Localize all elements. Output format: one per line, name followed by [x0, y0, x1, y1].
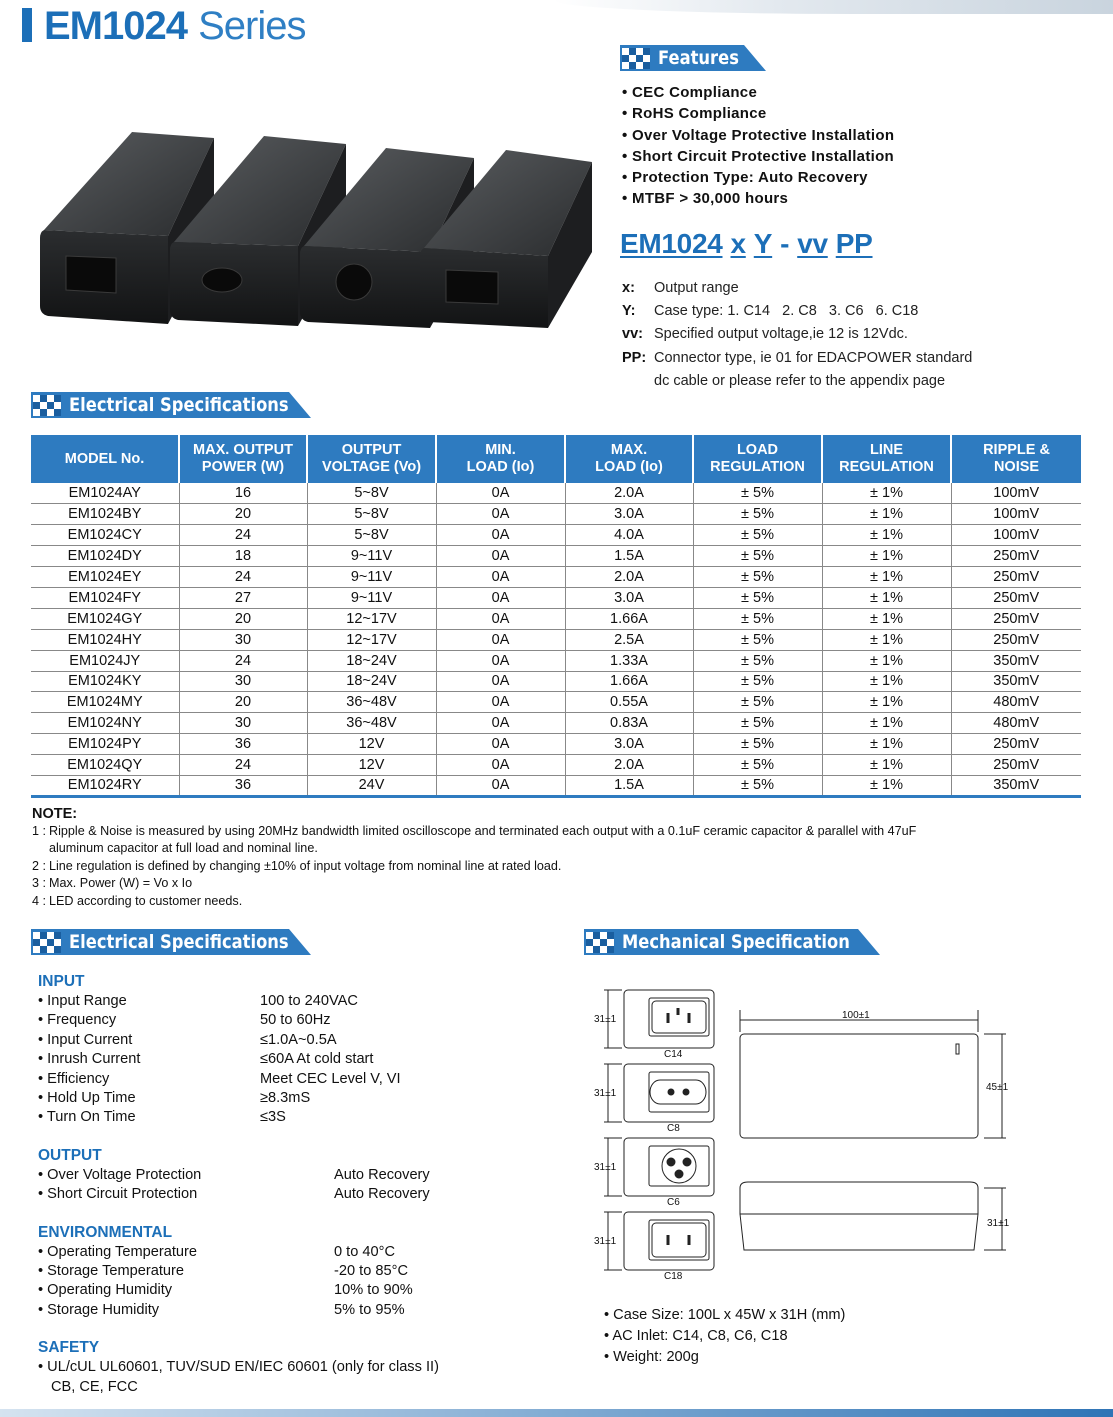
table-cell: EM1024PY [31, 734, 179, 755]
table-cell: EM1024HY [31, 629, 179, 650]
feature-item: • RoHS Compliance [622, 103, 894, 124]
table-cell: ± 1% [822, 525, 951, 546]
inlet-c18-drawing [594, 1212, 714, 1282]
table-cell: 1.5A [565, 775, 693, 796]
table-cell: ± 5% [693, 525, 822, 546]
table-cell: 2.0A [565, 483, 693, 504]
feature-item: • CEC Compliance [622, 82, 894, 103]
safety-heading: SAFETY [38, 1339, 100, 1357]
mechanical-header: Mechanical Specification [584, 929, 880, 955]
svg-text:45±1: 45±1 [986, 1082, 1009, 1093]
table-cell: 12V [307, 734, 436, 755]
table-row [31, 775, 1081, 796]
table-cell: ± 1% [822, 504, 951, 525]
svg-text:C18: C18 [664, 1271, 683, 1282]
table-cell: EM1024CY [31, 525, 179, 546]
table-cell: EM1024FY [31, 587, 179, 608]
table-cell: 0A [436, 734, 565, 755]
svg-text:C6: C6 [667, 1197, 680, 1208]
table-cell: 1.66A [565, 671, 693, 692]
table-cell: 36~48V [307, 713, 436, 734]
table-cell: 30 [179, 671, 307, 692]
table-cell: 100mV [951, 504, 1081, 525]
checker-icon [33, 932, 61, 954]
table-cell: 0.83A [565, 713, 693, 734]
table-cell: 36 [179, 775, 307, 796]
output-heading: OUTPUT [38, 1146, 102, 1164]
table-cell: ± 5% [693, 587, 822, 608]
feature-item: • Over Voltage Protective Installation [622, 125, 894, 146]
table-row [31, 692, 1081, 713]
table-row [31, 483, 1081, 504]
spec-key: • Turn On Time [38, 1108, 260, 1127]
electrical-table-header: Electrical Specifications [31, 392, 311, 418]
table-cell: 1.66A [565, 608, 693, 629]
table-cell: EM1024NY [31, 713, 179, 734]
table-cell: 36 [179, 734, 307, 755]
feature-item: • Protection Type: Auto Recovery [622, 167, 894, 188]
page-title: EM1024 Series [44, 4, 306, 48]
table-cell: ± 5% [693, 629, 822, 650]
features-list [622, 82, 894, 210]
table-cell: EM1024GY [31, 608, 179, 629]
table-cell: 18~24V [307, 671, 436, 692]
table-cell: 250mV [951, 755, 1081, 776]
spec-key: • Efficiency [38, 1070, 260, 1089]
table-cell: 0A [436, 587, 565, 608]
table-cell: ± 5% [693, 567, 822, 588]
table-header-cell: LOAD REGULATION [693, 435, 822, 483]
spec-key: • Operating Temperature [38, 1243, 334, 1262]
spec-row [38, 1281, 558, 1300]
table-cell: 12V [307, 755, 436, 776]
table-cell: 9~11V [307, 546, 436, 567]
table-cell: ± 1% [822, 608, 951, 629]
table-cell: 24 [179, 650, 307, 671]
table-cell: 0A [436, 546, 565, 567]
spec-key: • Inrush Current [38, 1050, 260, 1069]
table-cell: 16 [179, 483, 307, 504]
spec-key: • Input Range [38, 992, 260, 1011]
notes: NOTE: 1 : Ripple & Noise is measured by using 20MHz bandwidth limited oscilloscope and terminated each output with a 0.1uF ceramic capacitor & parallel with 47uF aluminum capacitor at full load and nominal line. 2 : Line regulation is defined by changing ±10% of input voltage from nominal line at rated load. 3 : Max. Power (W) = Vo x Io 4 : LED according to customer needs. [32, 806, 917, 908]
spec-key: • Input Current [38, 1031, 260, 1050]
spec-key: • Storage Humidity [38, 1301, 334, 1320]
spec-row [38, 1301, 558, 1320]
table-cell: ± 1% [822, 755, 951, 776]
top-decoration [553, 0, 1113, 14]
mechanical-item: • AC Inlet: C14, C8, C6, C18 [604, 1326, 845, 1347]
table-cell: ± 5% [693, 755, 822, 776]
table-cell: 0A [436, 567, 565, 588]
table-cell: 2.0A [565, 567, 693, 588]
table-row [31, 713, 1081, 734]
table-cell: 18~24V [307, 650, 436, 671]
spec-value: 50 to 60Hz [260, 1012, 331, 1029]
table-cell: 3.0A [565, 504, 693, 525]
spec-value: Meet CEC Level V, VI [260, 1070, 401, 1087]
table-cell: 350mV [951, 650, 1081, 671]
table-cell: 24 [179, 755, 307, 776]
svg-text:31±1: 31±1 [594, 1162, 617, 1173]
svg-text:31±1: 31±1 [987, 1218, 1010, 1229]
table-cell: 1.33A [565, 650, 693, 671]
table-cell: 5~8V [307, 525, 436, 546]
title-accent-bar [22, 8, 32, 42]
table-cell: 0A [436, 608, 565, 629]
spec-row [38, 1050, 558, 1069]
spec-value: Auto Recovery [334, 1186, 430, 1203]
electrical-spec-list: INPUT • Input Range 100 to 240VAC • Frequency 50 to 60Hz • Input Current ≤1.0A~0.5A • Inrush Current ≤60A At cold start • Efficiency Meet CEC Level V, VI • Hold Up Time ≥8.3mS • Turn On Time ≤3S OUTPUT • Over Voltage Protection Auto Recovery • Short Circuit Protection Auto Recovery ENVIRONMENTAL • Operating Temperature 0 to 40°C • Storage Temperature -20 to 85°C • Operating Humidity 10% to 90% • Storage Humidity 5% to 95% SAFETY • UL/cUL UL60601, TUV/SUD EN/IEC 60601 (only for class II) CB, CE, FCC [38, 972, 558, 1397]
table-cell: 12~17V [307, 608, 436, 629]
table-cell: 4.0A [565, 525, 693, 546]
spec-row [38, 1262, 558, 1281]
table-cell: 30 [179, 713, 307, 734]
spec-row [38, 1089, 558, 1108]
mechanical-spec-list [604, 1305, 845, 1368]
features-header: Features [620, 45, 766, 71]
spec-key: • Operating Humidity [38, 1281, 334, 1300]
spec-value: ≤3S [260, 1109, 286, 1126]
bottom-decoration [0, 1409, 1113, 1417]
table-cell: 20 [179, 608, 307, 629]
table-cell: EM1024BY [31, 504, 179, 525]
table-header-cell: MAX. OUTPUT POWER (W) [179, 435, 307, 483]
spec-row [38, 1243, 558, 1262]
model-code-legend: x: Output range Y: Case type: 1. C14 2. C8 3. C6 6. C18 vv: Specified output voltage,ie 12 is 12Vdc. PP: Connector type, ie 01 for EDACPOWER standard dc cable or please refer to the appendix page [622, 280, 973, 389]
table-cell: 5~8V [307, 504, 436, 525]
table-cell: ± 1% [822, 692, 951, 713]
mechanical-drawing [594, 982, 1034, 1282]
table-cell: ± 5% [693, 671, 822, 692]
checker-icon [622, 48, 650, 70]
table-cell: 24 [179, 567, 307, 588]
table-cell: 24 [179, 525, 307, 546]
table-cell: 1.5A [565, 546, 693, 567]
table-cell: 30 [179, 629, 307, 650]
model-code: EM1024 x Y - vv PP [620, 228, 873, 259]
table-cell: 9~11V [307, 567, 436, 588]
side-view-drawing [740, 1182, 1010, 1250]
table-cell: ± 1% [822, 587, 951, 608]
spec-row [38, 1108, 558, 1127]
table-cell: 250mV [951, 567, 1081, 588]
mechanical-item: • Weight: 200g [604, 1347, 845, 1368]
table-row [31, 671, 1081, 692]
table-cell: 0A [436, 650, 565, 671]
svg-text:31±1: 31±1 [594, 1014, 617, 1025]
table-cell: EM1024EY [31, 567, 179, 588]
table-cell: 27 [179, 587, 307, 608]
table-row [31, 587, 1081, 608]
table-cell: ± 5% [693, 504, 822, 525]
spec-row [38, 1011, 558, 1030]
mechanical-item: • Case Size: 100L x 45W x 31H (mm) [604, 1305, 845, 1326]
table-row [31, 629, 1081, 650]
table-cell: 0A [436, 755, 565, 776]
table-cell: 0A [436, 525, 565, 546]
table-cell: 100mV [951, 525, 1081, 546]
table-header-cell: LINE REGULATION [822, 435, 951, 483]
table-cell: 12~17V [307, 629, 436, 650]
table-cell: ± 1% [822, 713, 951, 734]
table-header-cell: MAX. LOAD (Io) [565, 435, 693, 483]
checker-icon [586, 932, 614, 954]
svg-text:31±1: 31±1 [594, 1236, 617, 1247]
table-cell: 18 [179, 546, 307, 567]
table-cell: ± 1% [822, 650, 951, 671]
table-cell: ± 5% [693, 546, 822, 567]
table-cell: EM1024AY [31, 483, 179, 504]
table-header-cell: MODEL No. [31, 435, 179, 483]
table-row [31, 567, 1081, 588]
table-cell: 2.5A [565, 629, 693, 650]
table-row [31, 755, 1081, 776]
table-header-cell: OUTPUT VOLTAGE (Vo) [307, 435, 436, 483]
table-cell: ± 5% [693, 692, 822, 713]
table-cell: 250mV [951, 629, 1081, 650]
table-cell: ± 5% [693, 713, 822, 734]
table-cell: EM1024RY [31, 775, 179, 796]
table-cell: 20 [179, 692, 307, 713]
table-cell: ± 1% [822, 567, 951, 588]
table-cell: 100mV [951, 483, 1081, 504]
table-cell: 2.0A [565, 755, 693, 776]
spec-value: 10% to 90% [334, 1282, 413, 1299]
spec-row [38, 992, 558, 1011]
spec-value: ≤60A At cold start [260, 1051, 374, 1068]
table-cell: 0A [436, 713, 565, 734]
inlet-c8-drawing [594, 1064, 714, 1134]
svg-text:100±1: 100±1 [842, 1010, 870, 1021]
table-row [31, 734, 1081, 755]
svg-text:C14: C14 [664, 1049, 683, 1060]
spec-value: 100 to 240VAC [260, 993, 358, 1009]
spec-key: • Storage Temperature [38, 1262, 334, 1281]
table-cell: 3.0A [565, 734, 693, 755]
spec-value: ≤1.0A~0.5A [260, 1031, 337, 1048]
table-cell: 0A [436, 483, 565, 504]
table-cell: 20 [179, 504, 307, 525]
table-cell: ± 1% [822, 629, 951, 650]
table-cell: 350mV [951, 671, 1081, 692]
spec-key: • Frequency [38, 1011, 260, 1030]
table-cell: 36~48V [307, 692, 436, 713]
table-cell: 0.55A [565, 692, 693, 713]
spec-value: ≥8.3mS [260, 1090, 311, 1107]
feature-item: • MTBF > 30,000 hours [622, 188, 894, 209]
input-heading: INPUT [38, 973, 85, 990]
spec-key: • Hold Up Time [38, 1089, 260, 1108]
table-cell: ± 1% [822, 671, 951, 692]
table-cell: 250mV [951, 587, 1081, 608]
spec-key: • Over Voltage Protection [38, 1166, 334, 1185]
spec-value: 0 to 40°C [334, 1243, 396, 1260]
table-cell: ± 5% [693, 775, 822, 796]
table-header-cell: RIPPLE & NOISE [951, 435, 1081, 483]
table-cell: 350mV [951, 775, 1081, 796]
environmental-heading: ENVIRONMENTAL [38, 1223, 173, 1241]
spec-row [38, 1166, 558, 1185]
table-cell: ± 1% [822, 775, 951, 796]
checker-icon [33, 395, 61, 417]
table-cell: 9~11V [307, 587, 436, 608]
spec-key: • Short Circuit Protection [38, 1185, 334, 1204]
table-cell: 0A [436, 629, 565, 650]
spec-value: 5% to 95% [334, 1301, 405, 1318]
table-cell: 24V [307, 775, 436, 796]
inlet-c6-drawing [594, 1138, 714, 1208]
feature-item: • Short Circuit Protective Installation [622, 146, 894, 167]
table-row [31, 650, 1081, 671]
table-cell: EM1024DY [31, 546, 179, 567]
spec-row [38, 1031, 558, 1050]
table-row [31, 504, 1081, 525]
table-cell: 0A [436, 504, 565, 525]
table-header-cell: MIN. LOAD (Io) [436, 435, 565, 483]
electrical-spec-table [31, 435, 1081, 798]
table-cell: 0A [436, 671, 565, 692]
svg-text:31±1: 31±1 [594, 1088, 617, 1099]
table-cell: ± 5% [693, 608, 822, 629]
table-cell: 0A [436, 692, 565, 713]
table-cell: 0A [436, 775, 565, 796]
table-cell: EM1024MY [31, 692, 179, 713]
spec-row [38, 1185, 558, 1204]
table-cell: 480mV [951, 713, 1081, 734]
product-photo [36, 118, 596, 348]
table-row [31, 546, 1081, 567]
svg-text:C8: C8 [667, 1123, 680, 1134]
table-cell: 250mV [951, 608, 1081, 629]
spec-value: -20 to 85°C [334, 1263, 408, 1280]
table-cell: 3.0A [565, 587, 693, 608]
electrical-list-header: Electrical Specifications [31, 929, 311, 955]
table-cell: ± 1% [822, 546, 951, 567]
spec-value: Auto Recovery [334, 1166, 430, 1183]
table-row [31, 525, 1081, 546]
table-cell: EM1024KY [31, 671, 179, 692]
table-row [31, 608, 1081, 629]
table-cell: EM1024JY [31, 650, 179, 671]
table-cell: 250mV [951, 734, 1081, 755]
table-cell: 250mV [951, 546, 1081, 567]
table-cell: 480mV [951, 692, 1081, 713]
table-cell: ± 1% [822, 483, 951, 504]
table-cell: 5~8V [307, 483, 436, 504]
table-cell: ± 5% [693, 483, 822, 504]
inlet-c14-drawing [594, 990, 714, 1060]
top-view-drawing [740, 1010, 1009, 1138]
table-cell: ± 5% [693, 650, 822, 671]
table-cell: ± 1% [822, 734, 951, 755]
spec-row [38, 1070, 558, 1089]
table-cell: ± 5% [693, 734, 822, 755]
table-cell: EM1024QY [31, 755, 179, 776]
